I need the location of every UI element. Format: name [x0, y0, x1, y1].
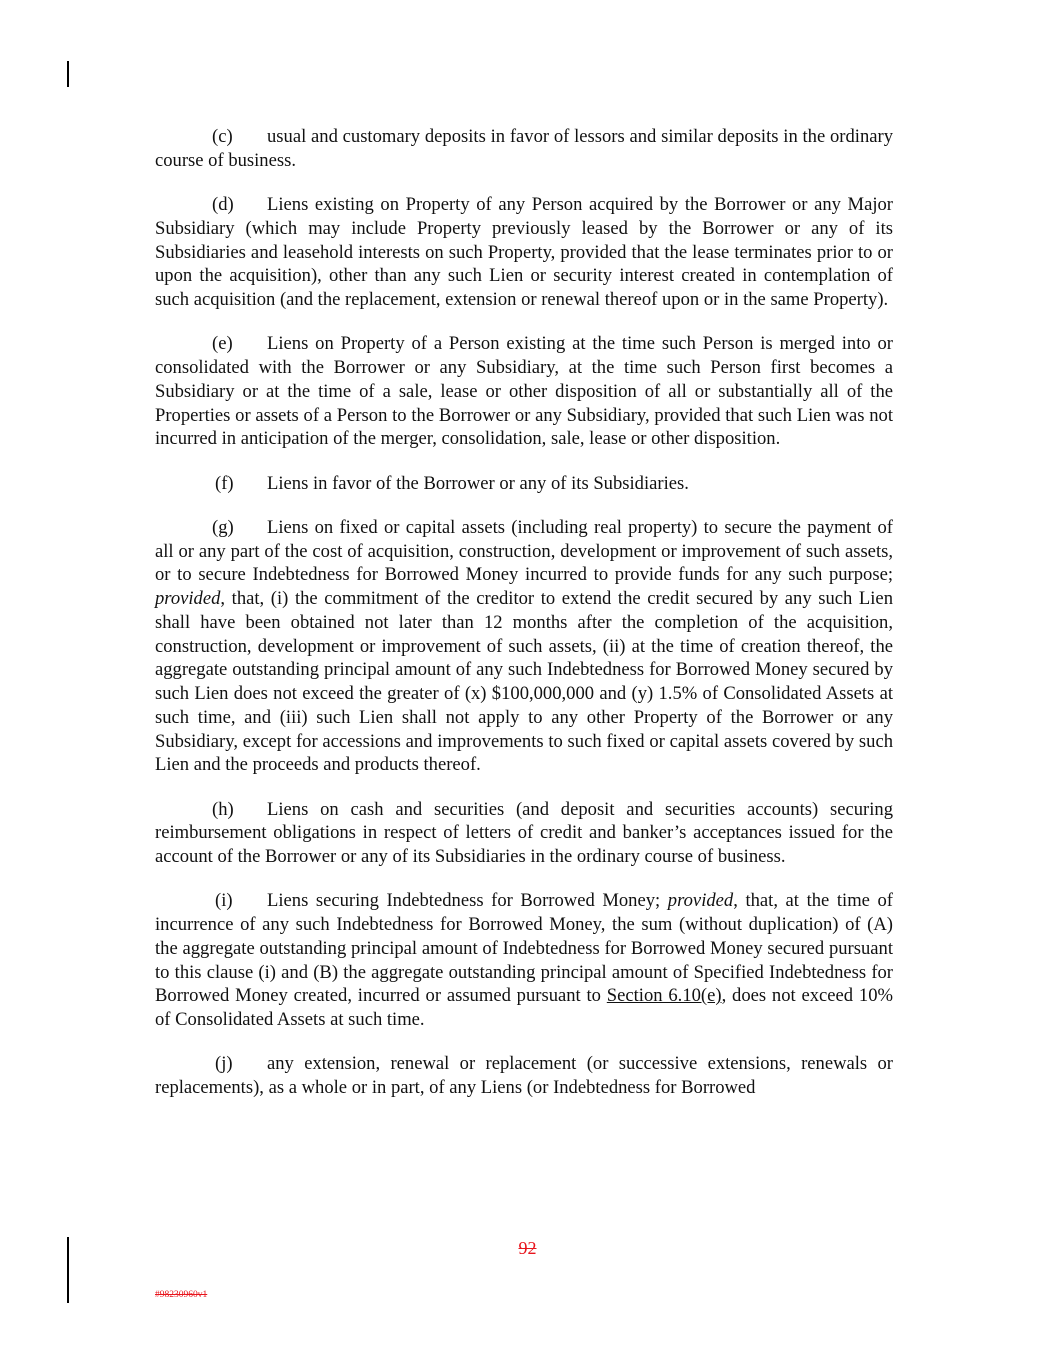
clause-text: Liens securing Indebtedness for Borrowed Money;: [267, 890, 668, 912]
clause-text: any extension, renewal or replacement (or successive extensions, renewals or replacements), as a whole or in part, of any Liens (or Indebtedness for Borrowed: [155, 1053, 893, 1098]
paragraph-c: [155, 125, 893, 173]
clause-label: (i): [215, 890, 233, 912]
provided-term: provided: [155, 588, 221, 609]
clause-text: Liens on fixed or capital assets (including real property) to secure the payment of all or any part of the cost of acquisition, construction, development or improvement of such assets, or to secure Indebtedness for Borrowed Money incurred to provide funds for any such purpose;: [155, 516, 893, 586]
change-bar-top: [67, 61, 69, 87]
section-reference-link[interactable]: Section 6.10(e): [606, 985, 722, 1007]
clause-text: Liens on cash and securities (and deposit and securities accounts) securing reimbursement obligations in respect of letters of credit and banker’s acceptances issued for the account of the Borrower or any of its Subsidiaries in the ordinary course of business.: [155, 798, 893, 867]
clause-text: Liens on Property of a Person existing at the time such Person is merged into or consolidated with the Borrower or any Subsidiary, at the time such Person first becomes a Subsidiary or at the time of a sale, lease or other disposition of all or substantially all of the Properties or assets of a Person to the Borrower or any Subsidiary, provided that such Lien was not incurred in anticipation of the merger, consolidation, sale, lease or other disposition.: [155, 333, 893, 450]
paragraph-j: [155, 1052, 893, 1100]
clause-label: (c): [212, 126, 233, 147]
paragraph-f: [155, 472, 893, 496]
clause-label: (e): [212, 333, 233, 355]
clause-text: , that, at the time of incurrence of any such Indebtedness for Borrowed Money, the sum (without duplication) of (A) the aggregate outstanding principal amount of Indebtedness for Borrowed Money secured pursuant to this clause (i) and (B) the aggregate outstanding principal amount of Specified Indebtedness for Borrowed Money created, incurred or assumed pursuant to: [155, 890, 893, 1007]
document-id: #98230960v1: [155, 1290, 208, 1300]
document-body: [155, 125, 893, 1100]
clause-label: (g): [212, 516, 234, 538]
clause-label: (d): [212, 194, 234, 215]
clause-label: (f): [215, 472, 234, 494]
clause-label: (h): [212, 798, 234, 820]
paragraph-d: [155, 193, 893, 312]
page-number: 92: [518, 1238, 537, 1258]
clause-text: usual and customary deposits in favor of lessors and similar deposits in the ordinary course of business.: [155, 126, 893, 171]
clause-text: Liens in favor of the Borrower or any of its Subsidiaries.: [267, 472, 689, 494]
paragraph-h: [155, 798, 893, 869]
clause-text: , does not exceed 10% of Consolidated Assets at such time.: [155, 985, 893, 1030]
paragraph-e: [155, 332, 893, 451]
provided-term: provided: [667, 890, 734, 912]
clause-label: (j): [215, 1053, 233, 1075]
clause-text: Liens existing on Property of any Person acquired by the Borrower or any Major Subsidiary (which may include Property previously leased by the Borrower or any of its Subsidiaries and leasehold interests on such Property, provided that the lease terminates prior to or upon the acquisition), other than any such Lien or security interest created in contemplation of such acquisition (and the replacement, extension or renewal thereof upon or in the same Property).: [155, 194, 893, 310]
paragraph-g: [155, 516, 893, 777]
paragraph-i: [155, 889, 893, 1032]
clause-text: , that, (i) the commitment of the creditor to extend the credit secured by any such Lien shall have been obtained not later than 12 months after the completion of the acquisition, construction, development or improvement of such assets, (ii) at the time of creation thereof, the aggregate outstanding principal amount of any such Indebtedness for Borrowed Money secured by such Lien does not exceed the greater of (x) $100,000,000 and (y) 1.5% of Consolidated Assets at such time, and (iii) such Lien shall not apply to any other Property of the Borrower or any Subsidiary, except for accessions and improvements to such fixed or capital assets covered by such Lien and the proceeds and products thereof.: [155, 588, 893, 776]
